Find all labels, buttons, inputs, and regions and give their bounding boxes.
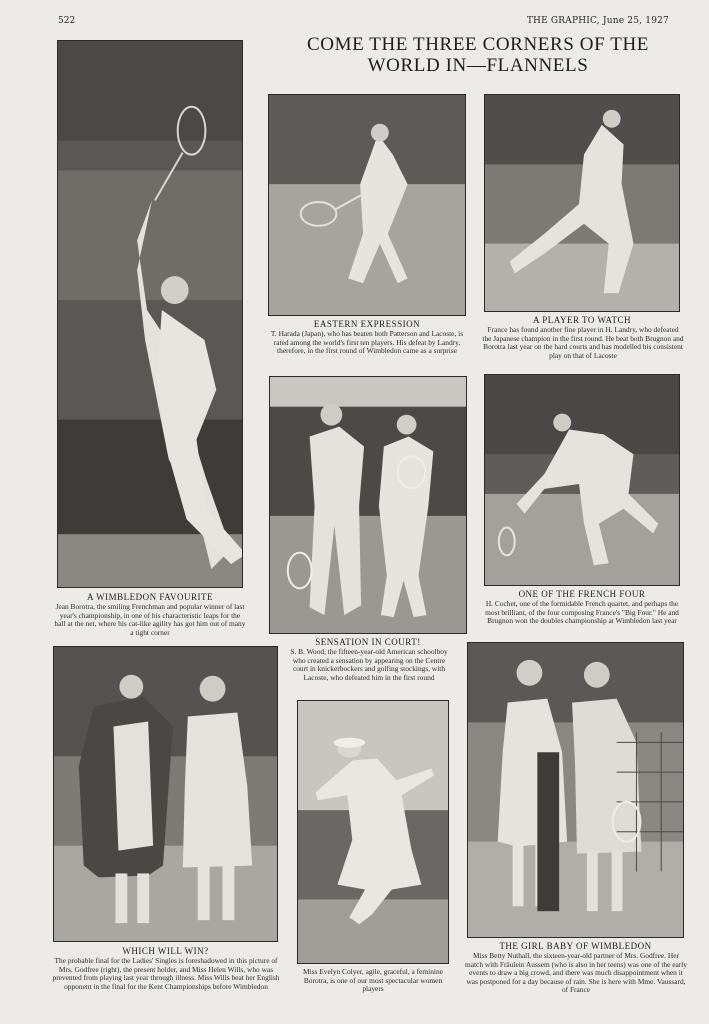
photo-nuthall [467,642,684,938]
caption-body-landry: France has found another fine player in H. Landry, who defeated the Japanese champion in the first round. He beat both Brugnon and Borotra last year on the hard courts and has modelled his consistent play on that of Lacoste [482,325,684,360]
publication-line: THE GRAPHIC, June 25, 1927 [526,16,669,26]
photo-cochet-image [485,375,679,585]
photo-harada-image [269,95,465,315]
caption-title-landry: A PLAYER TO WATCH [533,315,631,325]
photo-landry [484,94,680,312]
page-number: 522 [58,16,76,26]
photo-wood-lacoste [269,376,467,634]
photo-landry-image [485,95,679,311]
caption-body-borotra: Jean Borotra, the smiling Frenchman and popular winner of last year's championship, in one of his characteristic leaps for the ball at the net, where his cat-like agility has got him out of many a tight corner [54,602,246,637]
caption-title-cochet: ONE OF THE FRENCH FOUR [518,589,646,599]
caption-body-colyer: Miss Evelyn Colyer, agile, graceful, a feminine Borotra, is one of our most spectacular women players [303,967,443,994]
caption-body-nuthall: Miss Betty Nuthall, the sixteen-year-old partner of Mrs. Godfree. Her match with Fräulein Aussem (who is also in her teens) was one of the early events to draw a big crowd, and there was much disappointment when it was postponed for a day because of rain. She is here with Mme. Vaussard, of France [464,951,688,995]
photo-wood-lacoste-image [270,377,466,633]
page-headline [258,34,698,76]
photo-godfree-wills [53,646,278,942]
photo-nuthall-image [468,643,683,937]
caption-body-wood: S. B. Wood, the fifteen-year-old American schoolboy who created a sensation by appearing on the Centre court in knickerbockers and golfing stockings, with Lacoste, who defeated him in the first round [290,647,448,682]
caption-body-godfree-wills: The probable final for the Ladies' Singles is foreshadowed in this picture of Mrs. Godfree (right), the present holder, and Miss Helen Wills, who was prevented from playing last year through illness. Miss Wills beat her English opponent in the final for the Kent Championships before Wimbledon [52,956,280,991]
caption-body-harada: T. Harada (Japan), who has beaten both Patterson and Lacoste, is rated among the world's first ten players. His defeat by Landry, therefore, in the first round of Wimbledon came as a surprise [270,329,464,356]
caption-title-borotra: A WIMBLEDON FAVOURITE [86,592,213,602]
headline-line-1: COME THE THREE CORNERS OF THE [306,34,649,55]
caption-title-wood: SENSATION IN COURT! [315,637,421,647]
photo-borotra [57,40,243,588]
photo-borotra-image [58,41,242,587]
caption-title-nuthall: THE GIRL BABY OF WIMBLEDON [499,941,652,951]
photo-cochet [484,374,680,586]
photo-godfree-wills-image [54,647,277,941]
photo-colyer [297,700,449,964]
photo-harada [268,94,466,316]
caption-title-harada: EASTERN EXPRESSION [313,319,421,329]
caption-body-cochet: H. Cochet, one of the formidable French quartet, and perhaps the most brilliant, of the four composing France's "Big Four." He and Brugnon won the doubles championship at Wimbledon last year [485,599,679,626]
photo-colyer-image [298,701,448,963]
caption-title-godfree-wills: WHICH WILL WIN? [122,946,209,956]
headline-line-2: WORLD IN—FLANNELS [367,55,589,76]
